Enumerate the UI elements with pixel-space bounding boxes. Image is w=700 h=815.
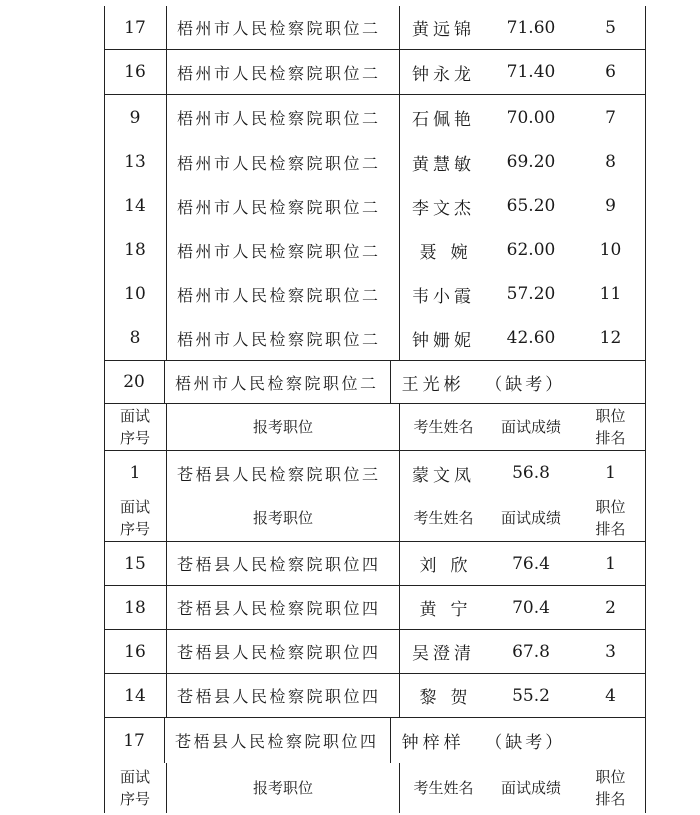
position-cell: 梧州市人民检察院职位二 — [166, 6, 399, 49]
name-cell: 黎贺 — [399, 674, 487, 717]
rank-cell: 11 — [599, 284, 622, 304]
rank-cell: 2 — [605, 597, 616, 618]
score-cell: 70.00 — [506, 107, 556, 128]
position-cell: 梧州市人民检察院职位二 — [166, 272, 399, 316]
score-cell: （缺考） — [485, 374, 566, 395]
header-position: 报考职位 — [252, 779, 313, 797]
seq-cell: 16 — [124, 62, 146, 82]
name-cell: 钟梓样 — [390, 718, 475, 763]
seq-cell: 14 — [124, 685, 146, 706]
name-cell: 黄远锦 — [399, 6, 487, 49]
header-position: 报考职位 — [252, 509, 313, 527]
seq-cell: 1 — [129, 463, 141, 483]
position-cell: 梧州市人民检察院职位二 — [166, 316, 399, 360]
score-cell: 56.8 — [512, 463, 550, 483]
header-score: 面试成绩 — [500, 418, 561, 436]
name-cell: 聂婉 — [399, 228, 487, 272]
header-name: 考生姓名 — [413, 418, 474, 436]
rank-cell: 1 — [605, 463, 616, 483]
table-row — [104, 361, 646, 404]
rank-cell: 4 — [605, 685, 616, 706]
name-cell: 黄慧敏 — [399, 140, 487, 184]
name-cell: 刘欣 — [399, 542, 487, 585]
score-cell: 67.8 — [512, 641, 550, 662]
seq-cell: 18 — [124, 597, 146, 618]
table-row — [104, 140, 646, 184]
rank-cell: 10 — [599, 240, 622, 260]
header-position: 报考职位 — [252, 418, 313, 436]
position-cell: 苍梧县人民检察院职位四 — [166, 630, 399, 673]
name-cell: 黄宁 — [399, 586, 487, 629]
header-row — [104, 404, 646, 451]
header-seq: 面试序号 — [119, 768, 150, 808]
name-cell: 吴澄清 — [399, 630, 487, 673]
table-row — [104, 50, 646, 95]
name-cell: 王光彬 — [390, 361, 475, 403]
seq-cell: 17 — [124, 17, 146, 38]
rank-cell: 1 — [605, 553, 616, 574]
position-cell: 梧州市人民检察院职位二 — [166, 50, 399, 94]
results-table — [104, 6, 646, 813]
name-cell: 石佩艳 — [399, 95, 487, 140]
seq-cell: 14 — [124, 196, 146, 216]
seq-cell: 9 — [129, 107, 141, 128]
seq-cell: 16 — [124, 641, 146, 662]
header-name: 考生姓名 — [413, 509, 474, 527]
rank-cell: 6 — [605, 62, 616, 82]
score-cell: 65.20 — [506, 196, 556, 216]
rank-cell: 3 — [605, 641, 616, 662]
name-cell: 钟姗妮 — [399, 316, 487, 360]
seq-cell: 10 — [124, 284, 146, 304]
header-name: 考生姓名 — [413, 779, 474, 797]
table-row — [104, 718, 646, 763]
position-cell: 梧州市人民检察院职位二 — [164, 361, 390, 403]
rank-cell: 7 — [605, 107, 616, 128]
position-cell: 苍梧县人民检察院职位三 — [166, 451, 399, 495]
table-row — [104, 586, 646, 630]
rank-cell: 5 — [605, 17, 616, 38]
score-cell: 42.60 — [506, 328, 556, 348]
table-row — [104, 184, 646, 228]
header-rank: 职位排名 — [595, 407, 626, 447]
header-seq: 面试序号 — [119, 407, 150, 447]
score-cell: 70.4 — [512, 597, 550, 618]
table-row — [104, 95, 646, 140]
score-cell: 71.40 — [506, 62, 556, 82]
seq-cell: 17 — [123, 730, 145, 751]
table-row — [104, 228, 646, 272]
header-score: 面试成绩 — [500, 509, 561, 527]
name-cell: 李文杰 — [399, 184, 487, 228]
table-row — [104, 272, 646, 316]
position-cell: 苍梧县人民检察院职位四 — [166, 542, 399, 585]
score-cell: （缺考） — [485, 733, 566, 753]
name-cell: 钟永龙 — [399, 50, 487, 94]
header-row — [104, 763, 646, 813]
rank-cell: 8 — [605, 152, 616, 172]
header-seq: 面试序号 — [119, 498, 150, 538]
score-cell: 55.2 — [512, 685, 550, 706]
position-cell: 梧州市人民检察院职位二 — [166, 184, 399, 228]
rank-cell: 9 — [605, 196, 616, 216]
position-cell: 苍梧县人民检察院职位四 — [164, 718, 390, 763]
position-cell: 苍梧县人民检察院职位四 — [166, 674, 399, 717]
score-cell: 69.20 — [506, 152, 556, 172]
score-cell: 71.60 — [506, 17, 556, 38]
table-row — [104, 630, 646, 674]
name-cell: 蒙文凤 — [399, 451, 487, 495]
table-row — [104, 674, 646, 718]
table-row — [104, 6, 646, 50]
table-row — [104, 316, 646, 361]
seq-cell: 18 — [124, 240, 146, 260]
seq-cell: 8 — [129, 328, 141, 348]
header-rank: 职位排名 — [595, 498, 626, 538]
rank-cell: 12 — [599, 328, 622, 348]
seq-cell: 20 — [123, 372, 145, 392]
table-row — [104, 451, 646, 495]
header-row — [104, 495, 646, 542]
position-cell: 梧州市人民检察院职位二 — [166, 140, 399, 184]
score-cell: 57.20 — [506, 284, 556, 304]
score-cell: 62.00 — [506, 240, 556, 260]
position-cell: 梧州市人民检察院职位二 — [166, 95, 399, 140]
name-cell: 韦小霞 — [399, 272, 487, 316]
score-cell: 76.4 — [512, 553, 550, 574]
table-row — [104, 542, 646, 586]
header-rank: 职位排名 — [595, 768, 626, 808]
header-score: 面试成绩 — [500, 779, 561, 797]
position-cell: 苍梧县人民检察院职位四 — [166, 586, 399, 629]
position-cell: 梧州市人民检察院职位二 — [166, 228, 399, 272]
seq-cell: 13 — [124, 152, 146, 172]
seq-cell: 15 — [124, 553, 146, 574]
